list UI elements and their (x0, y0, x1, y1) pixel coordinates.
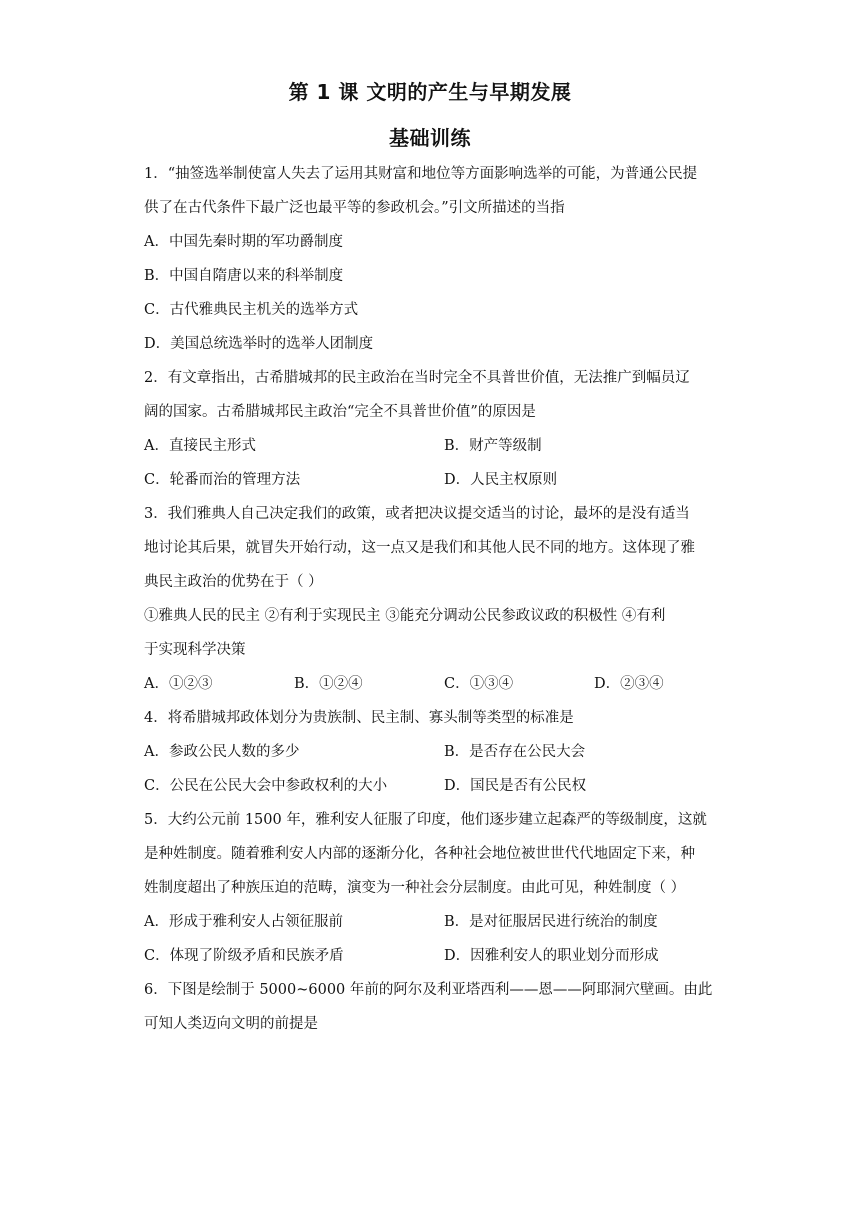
question-3-line-1: 3．我们雅典人自己决定我们的政策，或者把决议提交适当的讨论，最坏的是没有适当 (144, 506, 690, 522)
question-1-line-2: 供了在古代条件下最广泛也最平等的参政机会。”引文所描述的当指 (144, 200, 565, 216)
question-3-option-b: B．①②④ (294, 676, 363, 692)
question-4-option-c: C．公民在公民大会中参政权利的大小 (144, 778, 388, 794)
question-4-option-d: D．国民是否有公民权 (444, 778, 587, 794)
question-3-line-3: 典民主政治的优势在于（ ） (144, 574, 323, 590)
question-5-option-d: D．因雅利安人的职业划分而形成 (444, 948, 659, 964)
question-3-option-c: C．①③④ (444, 676, 514, 692)
question-1-line-1: 1．“抽签选举制使富人失去了运用其财富和地位等方面影响选举的可能，为普通公民提 (144, 166, 698, 182)
question-1-option-d: D．美国总统选举时的选举人团制度 (144, 336, 374, 352)
question-3-line-5: 于实现科学决策 (144, 642, 246, 658)
question-5-line-2: 是种姓制度。随着雅利安人内部的逐渐分化，各种社会地位被世世代代地固定下来，种 (144, 846, 695, 862)
question-5-line-1: 5．大约公元前 1500 年，雅利安人征服了印度，他们逐步建立起森严的等级制度，这就 (144, 812, 707, 828)
question-3-line-4: ①雅典人民的民主 ②有利于实现民主 ③能充分调动公民参政议政的积极性 ④有利 (144, 608, 666, 624)
question-5-option-b: B．是对征服居民进行统治的制度 (444, 914, 658, 930)
question-5-option-a: A．形成于雅利安人占领征服前 (144, 914, 343, 930)
page-title: 第 1 课 文明的产生与早期发展 (288, 80, 572, 104)
question-2-option-b: B．财产等级制 (444, 438, 542, 454)
question-2-line-1: 2．有文章指出，古希腊城邦的民主政治在当时完全不具普世价值，无法推广到幅员辽 (144, 370, 690, 386)
question-2-option-d: D．人民主权原则 (444, 472, 558, 488)
question-6-line-2: 可知人类迈向文明的前提是 (144, 1016, 318, 1032)
question-1-option-b: B．中国自隋唐以来的科举制度 (144, 268, 344, 284)
section-title: 基础训练 (389, 126, 471, 150)
question-2-line-2: 阔的国家。古希腊城邦民主政治“完全不具普世价值”的原因是 (144, 404, 536, 420)
question-4-option-b: B．是否存在公民大会 (444, 744, 586, 760)
question-2-option-c: C．轮番而治的管理方法 (144, 472, 301, 488)
question-5-option-c: C．体现了阶级矛盾和民族矛盾 (144, 948, 344, 964)
question-6-line-1: 6．下图是绘制于 5000~6000 年前的阿尔及利亚塔西利——恩——阿耶洞穴壁画。由此 (144, 982, 713, 998)
question-1-option-c: C．古代雅典民主机关的选举方式 (144, 302, 359, 318)
question-4-line-1: 4．将希腊城邦政体划分为贵族制、民主制、寡头制等类型的标准是 (144, 710, 574, 726)
question-5-line-3: 姓制度超出了种族压迫的范畴，演变为一种社会分层制度。由此可见，种姓制度（ ） (144, 880, 686, 896)
question-3-option-d: D．②③④ (594, 676, 664, 692)
question-4-option-a: A．参政公民人数的多少 (144, 744, 300, 760)
question-3-option-a: A．①②③ (144, 676, 213, 692)
question-1-option-a: A．中国先秦时期的军功爵制度 (144, 234, 343, 250)
question-3-line-2: 地讨论其后果，就冒失开始行动，这一点又是我们和其他人民不同的地方。这体现了雅 (144, 540, 695, 556)
question-2-option-a: A．直接民主形式 (144, 438, 256, 454)
